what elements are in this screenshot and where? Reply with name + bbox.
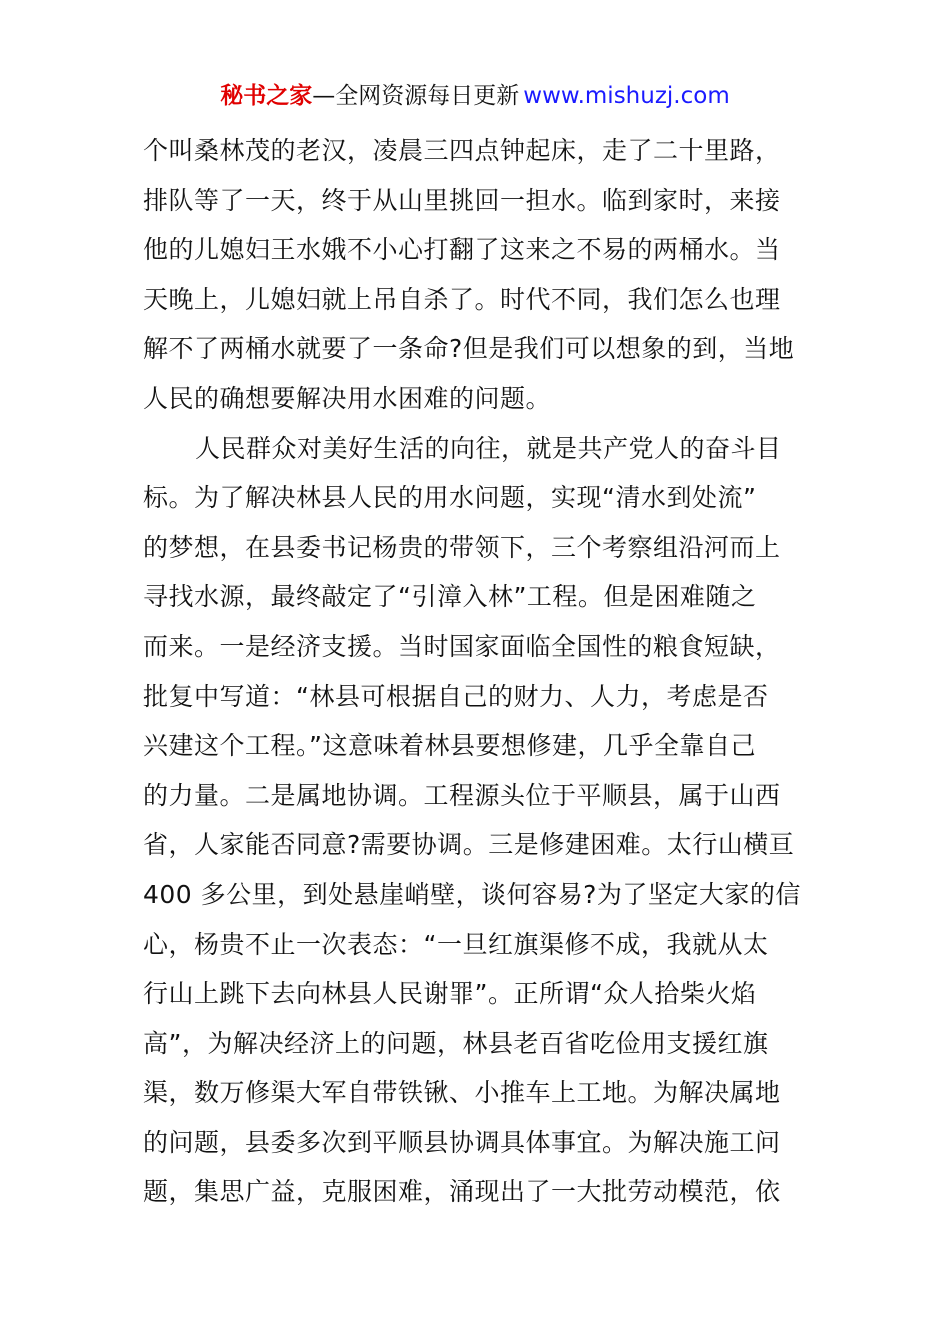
- text-line: 的力量。二是属地协调。工程源头位于平顺县，属于山西: [143, 780, 781, 810]
- text-line: 而来。一是经济支援。当时国家面临全国性的粮食短缺，: [143, 631, 781, 661]
- text-line: 渠，数万修渠大军自带铁锹、小推车上工地。为解决属地: [143, 1078, 781, 1108]
- text-line: 他的儿媳妇王水娥不小心打翻了这来之不易的两桶水。当: [143, 235, 781, 265]
- text-line: 人民群众对美好生活的向往，就是共产党人的奋斗目: [195, 433, 782, 463]
- text-line: 题，集思广益，克服困难，涌现出了一大批劳动模范，依: [143, 1177, 781, 1207]
- text-line: 400 多公里，到处悬崖峭壁，谈何容易?为了坚定大家的信: [143, 879, 801, 909]
- text-line: 心，杨贵不止一次表态：“一旦红旗渠修不成，我就从太: [143, 929, 769, 959]
- site-brand: 秘书之家: [220, 83, 313, 109]
- text-line: 省，人家能否同意?需要协调。三是修建困难。太行山横亘: [143, 830, 795, 860]
- text-line: 标。为了解决林县人民的用水问题，实现“清水到处流”: [143, 483, 757, 513]
- site-url-link[interactable]: www.mishuzj.com: [523, 83, 730, 109]
- text-line: 批复中写道：“林县可根据自己的财力、人力，考虑是否: [143, 681, 769, 711]
- text-line: 天晚上，儿媳妇就上吊自杀了。时代不同，我们怎么也理: [143, 284, 781, 314]
- site-header: [0, 80, 950, 112]
- text-line: 的问题，县委多次到平顺县协调具体事宜。为解决施工问: [143, 1127, 781, 1157]
- text-line: 行山上跳下去向林县人民谢罪”。正所谓“众人拾柴火焰: [143, 979, 757, 1009]
- text-line: 高”，为解决经济上的问题，林县老百省吃俭用支援红旗: [143, 1028, 769, 1058]
- paragraph-2: [143, 424, 813, 1218]
- document-body: [143, 126, 813, 1217]
- site-tagline: —全网资源每日更新: [312, 83, 520, 109]
- text-line: 解不了两桶水就要了一条命?但是我们可以想象的到，当地: [143, 334, 795, 364]
- text-line: 的梦想，在县委书记杨贵的带领下，三个考察组沿河而上: [143, 532, 781, 562]
- text-line: 排队等了一天，终于从山里挑回一担水。临到家时，来接: [143, 185, 781, 215]
- text-line: 兴建这个工程。”这意味着林县要想修建，几乎全靠自己: [143, 731, 756, 761]
- text-line: 人民的确想要解决用水困难的问题。: [143, 383, 552, 413]
- paragraph-1: [143, 126, 813, 424]
- text-line: 寻找水源，最终敲定了“引漳入林”工程。但是困难随之: [143, 582, 757, 612]
- text-line: 个叫桑林茂的老汉，凌晨三四点钟起床，走了二十里路，: [143, 136, 781, 165]
